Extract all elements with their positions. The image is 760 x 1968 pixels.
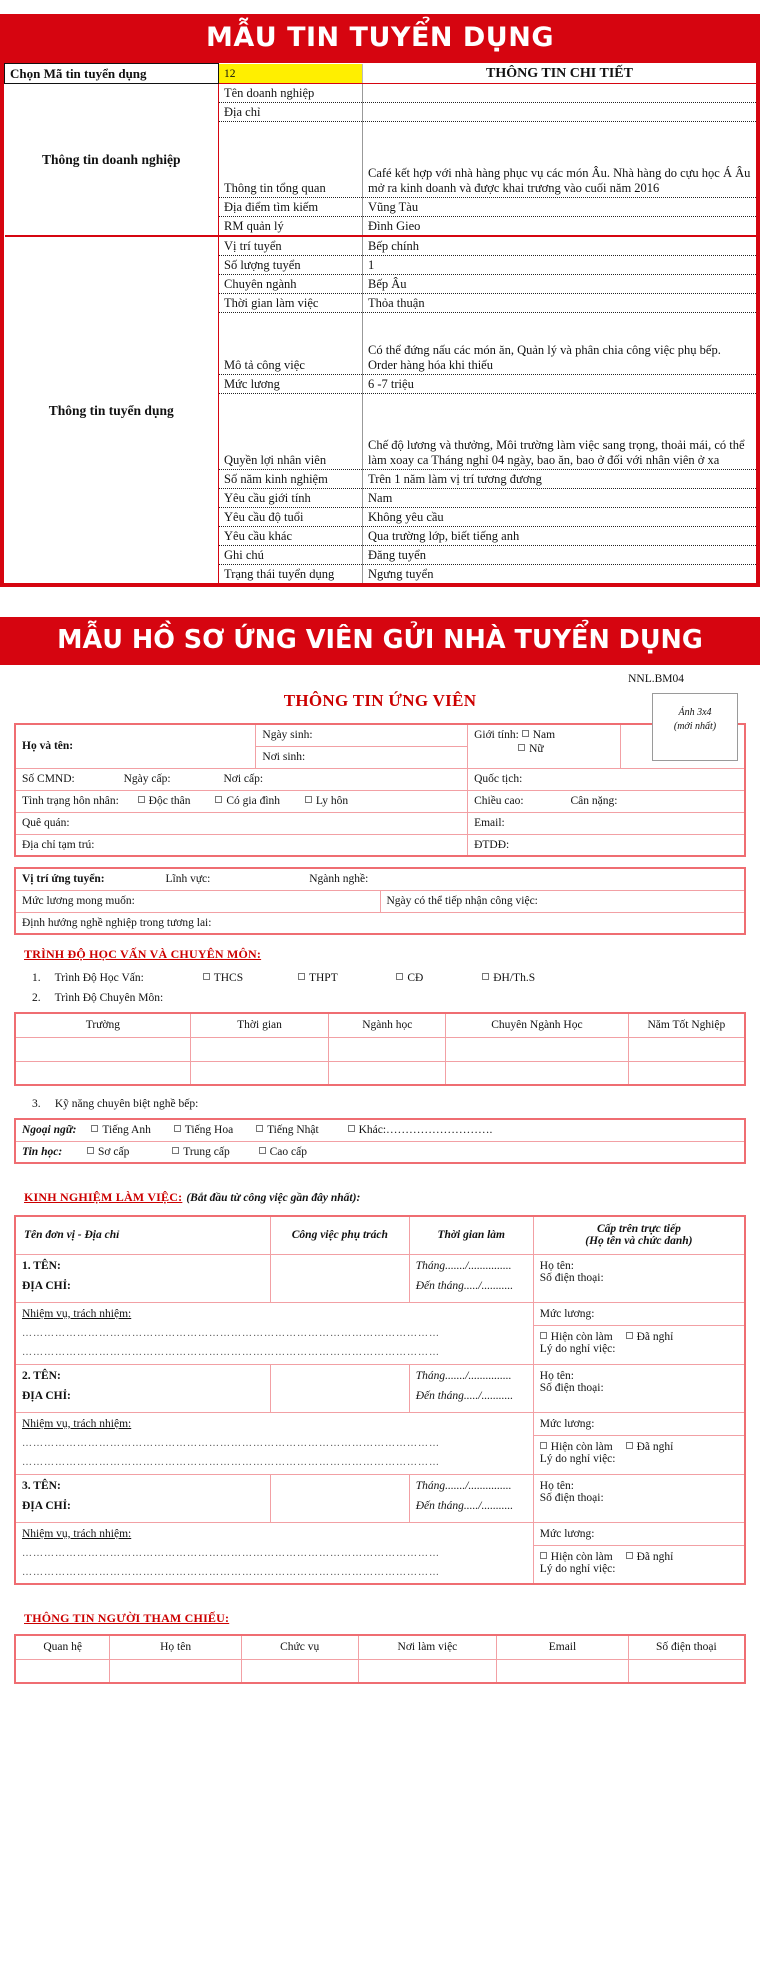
job-code-value[interactable]: 12 [219, 64, 363, 84]
table-row [5, 236, 757, 256]
nationality-field[interactable]: Quốc tịch: [468, 768, 745, 790]
table-row [15, 1522, 745, 1545]
table-row [15, 912, 745, 934]
gender-label: Giới tính: [474, 729, 519, 742]
col-school: Trường [15, 1013, 190, 1037]
checkbox-icon-it-basic[interactable] [87, 1147, 94, 1154]
option-thpt: THPT [308, 972, 338, 985]
row-label: Địa điểm tìm kiếm [219, 198, 363, 217]
exp2-supervisor[interactable] [533, 1364, 745, 1412]
exp1-dots-1: …………………………………………………………………………………………………… [22, 1327, 440, 1339]
email-field[interactable]: Email: [468, 812, 745, 834]
experience-heading: KINH NGHIỆM LÀM VIỆC: [24, 1190, 183, 1205]
exp1-dots-2: …………………………………………………………………………………………………… [22, 1346, 440, 1358]
exp3-dots-1: …………………………………………………………………………………………………… [22, 1547, 440, 1559]
hometown-field[interactable]: Quê quán: [15, 812, 468, 834]
it-skill-label: Tin học: [22, 1145, 63, 1158]
checkbox-icon-chinese[interactable] [174, 1125, 181, 1132]
photo-label-line2: (mới nhất) [673, 721, 717, 733]
exp3-job-field[interactable] [271, 1474, 410, 1522]
row-label: Mô tả công việc [219, 313, 363, 375]
document-code: NNL.BM04 [628, 673, 684, 686]
exp3-address-label: ĐỊA CHỈ: [22, 1499, 71, 1512]
checkbox-icon-married[interactable] [215, 796, 222, 803]
exp2-resigned: Đã nghỉ [636, 1440, 674, 1453]
exp1-address-label: ĐỊA CHỈ: [22, 1279, 71, 1292]
row-label: Quyền lợi nhân viên [219, 394, 363, 470]
kitchen-skill-label: Kỹ năng chuyên biệt nghề bếp: [54, 1098, 199, 1111]
marital-divorced-label: Ly hôn [315, 794, 349, 807]
row-value: Vũng Tàu [363, 198, 757, 217]
job-posting-section [0, 63, 760, 587]
col-supervisor-line2: (Họ tên và chức danh) [585, 1235, 693, 1248]
education-level-row[interactable] [32, 972, 746, 984]
option-it-basic: Sơ cấp [98, 1145, 130, 1158]
table-header-row [15, 1013, 745, 1037]
list-number: 3. [32, 1098, 41, 1111]
checkbox-icon-japanese[interactable] [256, 1125, 263, 1132]
table-row [15, 1302, 745, 1325]
job-posting-table [4, 63, 756, 583]
col-job: Công việc phụ trách [271, 1216, 410, 1254]
option-other-language: Khác:………………………. [358, 1124, 493, 1137]
exp3-name-address[interactable] [15, 1474, 271, 1522]
checkbox-icon-male[interactable] [522, 730, 529, 737]
row-label: Yêu cầu khác [219, 527, 363, 546]
exp2-address-label: ĐỊA CHỈ: [22, 1389, 71, 1402]
col-title: Chức vụ [241, 1635, 358, 1659]
table-row [15, 768, 745, 790]
position-row[interactable] [15, 868, 745, 890]
issue-date-label: Ngày cấp: [123, 772, 171, 785]
exp3-to-label: Đến tháng...../........... [415, 1499, 514, 1512]
checkbox-icon-divorced[interactable] [305, 796, 312, 803]
col-supervisor [533, 1216, 745, 1254]
checkbox-icon-thpt[interactable] [298, 973, 305, 980]
row-value: Bếp Âu [363, 275, 757, 294]
candidate-form-banner [0, 617, 760, 665]
row-value [363, 103, 757, 122]
row-value: 1 [363, 256, 757, 275]
row-value: Đình Gieo [363, 217, 757, 237]
exp2-period[interactable] [409, 1364, 533, 1412]
exp3-resigned: Đã nghỉ [636, 1550, 674, 1563]
career-goal-field[interactable]: Định hướng nghề nghiệp trong tương lai: [15, 912, 745, 934]
id-row[interactable] [15, 768, 468, 790]
col-name: Họ tên [110, 1635, 241, 1659]
table-row [15, 1364, 745, 1412]
list-number: 2. [32, 992, 41, 1005]
marital-single-label: Độc thân [148, 794, 191, 807]
option-it-intermediate: Trung cấp [183, 1145, 230, 1158]
exp1-period[interactable] [409, 1254, 533, 1302]
option-cd: CĐ [407, 972, 424, 985]
exp2-sup-phone: Số điện thoại: [539, 1381, 604, 1394]
foreign-language-row[interactable] [15, 1119, 745, 1141]
exp3-sup-phone: Số điện thoại: [539, 1491, 604, 1504]
photo-label-line1: Ảnh 3x4 [678, 707, 712, 719]
job-posting-banner [0, 14, 760, 63]
checkbox-icon-dh[interactable] [482, 973, 489, 980]
option-english: Tiếng Anh [102, 1124, 151, 1137]
row-label: Địa chỉ [219, 103, 363, 122]
table-row[interactable] [15, 1659, 745, 1683]
table-row [15, 1474, 745, 1522]
exp3-name-label: 3. TÊN: [22, 1479, 61, 1492]
row-label: Số năm kinh nghiệm [219, 470, 363, 489]
kitchen-skill-row [32, 1098, 746, 1110]
row-value: Bếp chính [363, 236, 757, 256]
phone-field[interactable]: ĐTDĐ: [468, 834, 745, 856]
experience-heading-note: (Bắt đầu từ công việc gần đây nhất) [186, 1192, 357, 1205]
references-heading: THÔNG TIN NGƯỜI THAM CHIẾU: [24, 1611, 230, 1626]
table-header-row [15, 1216, 745, 1254]
checkbox-icon-still-working-1[interactable] [540, 1332, 547, 1339]
checkbox-icon-resigned-1[interactable] [626, 1332, 633, 1339]
col-workplace: Nơi làm việc [358, 1635, 497, 1659]
application-info-table [14, 867, 746, 935]
exp2-still-working: Hiện còn làm [550, 1440, 613, 1453]
banner-title: MẪU HỒ SƠ ỨNG VIÊN GỬI NHÀ TUYỂN DỤNG [57, 625, 703, 656]
checkbox-icon-resigned-3[interactable] [626, 1552, 633, 1559]
col-grad-year: Năm Tốt Nghiệp [628, 1013, 745, 1037]
list-number: 1. [32, 972, 41, 985]
row-value: 6 -7 triệu [363, 375, 757, 394]
table-row [15, 724, 745, 746]
weight-label: Cân nặng: [570, 794, 618, 807]
it-skill-row[interactable] [15, 1141, 745, 1163]
gender-field[interactable] [468, 724, 621, 768]
references-section [14, 1599, 746, 1684]
checkbox-icon-resigned-2[interactable] [626, 1442, 633, 1449]
row-value: Chế độ lương và thưởng, Môi trường làm việc sang trọng, thoải mái, có thể làm xoay ca Tháng nghỉ 04 ngày, bao ăn, bao ở đối với nhân viên ở xa [363, 394, 757, 470]
experience-table [14, 1215, 746, 1585]
table-row [15, 868, 745, 890]
exp1-name-address[interactable] [15, 1254, 271, 1302]
col-relationship: Quan hệ [15, 1635, 110, 1659]
exp2-duties[interactable] [15, 1412, 533, 1474]
exp2-dots-2: …………………………………………………………………………………………………… [22, 1456, 440, 1468]
col-email: Email [497, 1635, 628, 1659]
exp1-duties[interactable] [15, 1302, 533, 1364]
exp2-dots-1: …………………………………………………………………………………………………… [22, 1437, 440, 1449]
expected-salary-field[interactable]: Mức lương mong muốn: [15, 890, 380, 912]
exp2-from-label: Tháng......./............... [415, 1369, 512, 1382]
exp3-sup-name: Họ tên: [539, 1479, 574, 1492]
col-supervisor-line1: Cấp trên trực tiếp [596, 1223, 681, 1236]
position-label: Vị trí ứng tuyển: [22, 873, 105, 886]
exp2-name-address[interactable] [15, 1364, 271, 1412]
exp1-to-label: Đến tháng...../........... [415, 1279, 514, 1292]
job-table-header-row [5, 64, 757, 84]
id-number-label: Số CMND: [22, 772, 75, 785]
exp1-salary[interactable]: Mức lương: [533, 1302, 745, 1325]
exp2-job-field[interactable] [271, 1364, 410, 1412]
col-period: Thời gian làm [409, 1216, 533, 1254]
industry-label: Ngành nghề: [309, 873, 369, 886]
experience-heading-colon: : [356, 1192, 361, 1205]
checkbox-icon-it-advanced[interactable] [259, 1147, 266, 1154]
checkbox-icon-english[interactable] [91, 1125, 98, 1132]
page-title: THÔNG TIN ỨNG VIÊN [283, 691, 477, 711]
row-label: Vị trí tuyển [219, 236, 363, 256]
exp3-supervisor[interactable] [533, 1474, 745, 1522]
references-table [14, 1634, 746, 1684]
row-label: Mức lương [219, 375, 363, 394]
exp3-salary[interactable]: Mức lương: [533, 1522, 745, 1545]
exp1-from-label: Tháng......./............... [415, 1259, 512, 1272]
exp1-sup-name: Họ tên: [539, 1259, 574, 1272]
row-value: Thỏa thuận [363, 294, 757, 313]
row-label: Số lượng tuyển [219, 256, 363, 275]
table-row [15, 812, 745, 834]
checkbox-icon-cd[interactable] [396, 973, 403, 980]
row-label: Yêu cầu độ tuổi [219, 508, 363, 527]
marital-status-row[interactable] [15, 790, 468, 812]
exp1-status[interactable] [533, 1325, 745, 1364]
available-date-field[interactable]: Ngày có thể tiếp nhận công việc: [380, 890, 745, 912]
table-row[interactable] [15, 1037, 745, 1061]
exp1-supervisor[interactable] [533, 1254, 745, 1302]
exp2-reason: Lý do nghỉ việc: [539, 1452, 616, 1465]
row-value: Đăng tuyển [363, 546, 757, 565]
row-label: Ghi chú [219, 546, 363, 565]
height-label: Chiều cao: [474, 794, 524, 807]
education-history-table [14, 1012, 746, 1086]
group-label-company: Thông tin doanh nghiệp [42, 152, 181, 168]
checkbox-icon-female[interactable] [518, 744, 525, 751]
exp3-status[interactable] [533, 1545, 745, 1584]
gender-male-label: Nam [532, 729, 556, 742]
row-value: Qua trường lớp, biết tiếng anh [363, 527, 757, 546]
option-japanese: Tiếng Nhật [267, 1124, 319, 1137]
row-label: Thời gian làm việc [219, 294, 363, 313]
option-thcs: THCS [213, 972, 244, 985]
table-row [5, 84, 757, 103]
height-weight-row[interactable] [468, 790, 745, 812]
issue-place-label: Nơi cấp: [223, 772, 264, 785]
col-period: Thời gian [190, 1013, 329, 1037]
row-label: Tên doanh nghiệp [219, 84, 363, 103]
exp3-from-label: Tháng......./............... [415, 1479, 512, 1492]
exp1-still-working: Hiện còn làm [550, 1330, 613, 1343]
exp3-reason: Lý do nghỉ việc: [539, 1562, 616, 1575]
job-detail-header: THÔNG TIN CHI TIẾT [363, 64, 757, 84]
exp2-sup-name: Họ tên: [539, 1369, 574, 1382]
table-row [15, 1119, 745, 1141]
table-row [15, 1141, 745, 1163]
row-label: Thông tin tổng quan [219, 122, 363, 198]
experience-section [14, 1178, 746, 1585]
option-it-advanced: Cao cấp [269, 1145, 307, 1158]
col-phone: Số điện thoại [628, 1635, 745, 1659]
foreign-language-label: Ngoại ngữ: [22, 1124, 77, 1137]
exp1-name-label: 1. TÊN: [22, 1259, 61, 1272]
marital-status-label: Tình trạng hôn nhân: [22, 794, 119, 807]
table-row[interactable] [15, 1061, 745, 1085]
marital-married-label: Có gia đình [226, 794, 281, 807]
job-code-label: Chọn Mã tin tuyển dụng [5, 64, 219, 84]
education-heading: TRÌNH ĐỘ HỌC VẤN VÀ CHUYÊN MÔN: [24, 947, 262, 962]
exp1-sup-phone: Số điện thoại: [539, 1271, 604, 1284]
exp1-resigned: Đã nghỉ [636, 1330, 674, 1343]
photo-placeholder-box [652, 693, 738, 761]
education-section [14, 935, 746, 1110]
exp2-salary[interactable]: Mức lương: [533, 1412, 745, 1435]
exp2-status[interactable] [533, 1435, 745, 1474]
col-specialization: Chuyên Ngành Học [446, 1013, 629, 1037]
exp2-name-label: 2. TÊN: [22, 1369, 61, 1382]
exp1-reason: Lý do nghỉ việc: [539, 1342, 616, 1355]
candidate-form-section [0, 665, 760, 1702]
exp3-still-working: Hiện còn làm [550, 1550, 613, 1563]
specialty-level-label: Trình Độ Chuyên Môn: [54, 992, 164, 1005]
table-row [15, 790, 745, 812]
col-major: Ngành học [329, 1013, 446, 1037]
option-chinese: Tiếng Hoa [184, 1124, 234, 1137]
temp-address-field[interactable]: Địa chỉ tạm trú: [15, 834, 468, 856]
checkbox-icon-still-working-3[interactable] [540, 1552, 547, 1559]
group-label-recruitment: Thông tin tuyển dụng [5, 236, 219, 583]
birth-date-field[interactable]: Ngày sinh: [256, 724, 468, 746]
exp1-duties-label: Nhiệm vụ, trách nhiệm: [22, 1307, 132, 1320]
row-value: Nam [363, 489, 757, 508]
languages-table [14, 1118, 746, 1164]
checkbox-icon-other-language[interactable] [348, 1125, 355, 1132]
table-row [15, 1254, 745, 1302]
personal-info-table [14, 723, 746, 857]
row-label: RM quản lý [219, 217, 363, 237]
table-row [15, 834, 745, 856]
specialty-level-row [32, 992, 746, 1004]
exp2-duties-label: Nhiệm vụ, trách nhiệm: [22, 1417, 132, 1430]
banner-bar [0, 617, 760, 665]
banner-title: MẪU TIN TUYỂN DỤNG [206, 22, 554, 53]
row-value [363, 84, 757, 103]
row-value: Trên 1 năm làm vị trí tương đương [363, 470, 757, 489]
exp1-job-field[interactable] [271, 1254, 410, 1302]
row-label: Yêu cầu giới tính [219, 489, 363, 508]
exp3-period[interactable] [409, 1474, 533, 1522]
table-row [15, 1412, 745, 1435]
full-name-field[interactable]: Họ và tên: [15, 724, 256, 768]
education-level-label: Trình Độ Học Vấn: [54, 972, 144, 985]
option-dh: ĐH/Th.S [493, 972, 536, 985]
field-label: Lĩnh vực: [165, 873, 211, 886]
exp2-to-label: Đến tháng...../........... [415, 1389, 514, 1402]
checkbox-icon-thcs[interactable] [203, 973, 210, 980]
row-value: Có thể đứng nấu các món ăn, Quản lý và phân chia công việc phụ bếp. Order hàng hóa khi thiếu [363, 313, 757, 375]
table-row [15, 890, 745, 912]
row-label: Chuyên ngành [219, 275, 363, 294]
exp3-duties[interactable] [15, 1522, 533, 1584]
banner-bar [0, 14, 760, 63]
checkbox-icon-it-intermediate[interactable] [172, 1147, 179, 1154]
gender-female-label: Nữ [529, 743, 544, 756]
row-label: Trạng thái tuyển dụng [219, 565, 363, 584]
exp3-duties-label: Nhiệm vụ, trách nhiệm: [22, 1527, 132, 1540]
row-value: Ngưng tuyển [363, 565, 757, 584]
row-value: Café kết hợp với nhà hàng phục vụ các món Âu. Nhà hàng do cựu học Á Âu mở ra kinh doanh và được khai trương vào cuối năm 2016 [363, 122, 757, 198]
checkbox-icon-still-working-2[interactable] [540, 1442, 547, 1449]
exp3-dots-2: …………………………………………………………………………………………………… [22, 1566, 440, 1578]
table-header-row [15, 1635, 745, 1659]
birth-place-field[interactable]: Nơi sinh: [256, 746, 468, 768]
checkbox-icon-single[interactable] [138, 796, 145, 803]
col-company: Tên đơn vị - Địa chỉ [15, 1216, 271, 1254]
row-value: Không yêu cầu [363, 508, 757, 527]
